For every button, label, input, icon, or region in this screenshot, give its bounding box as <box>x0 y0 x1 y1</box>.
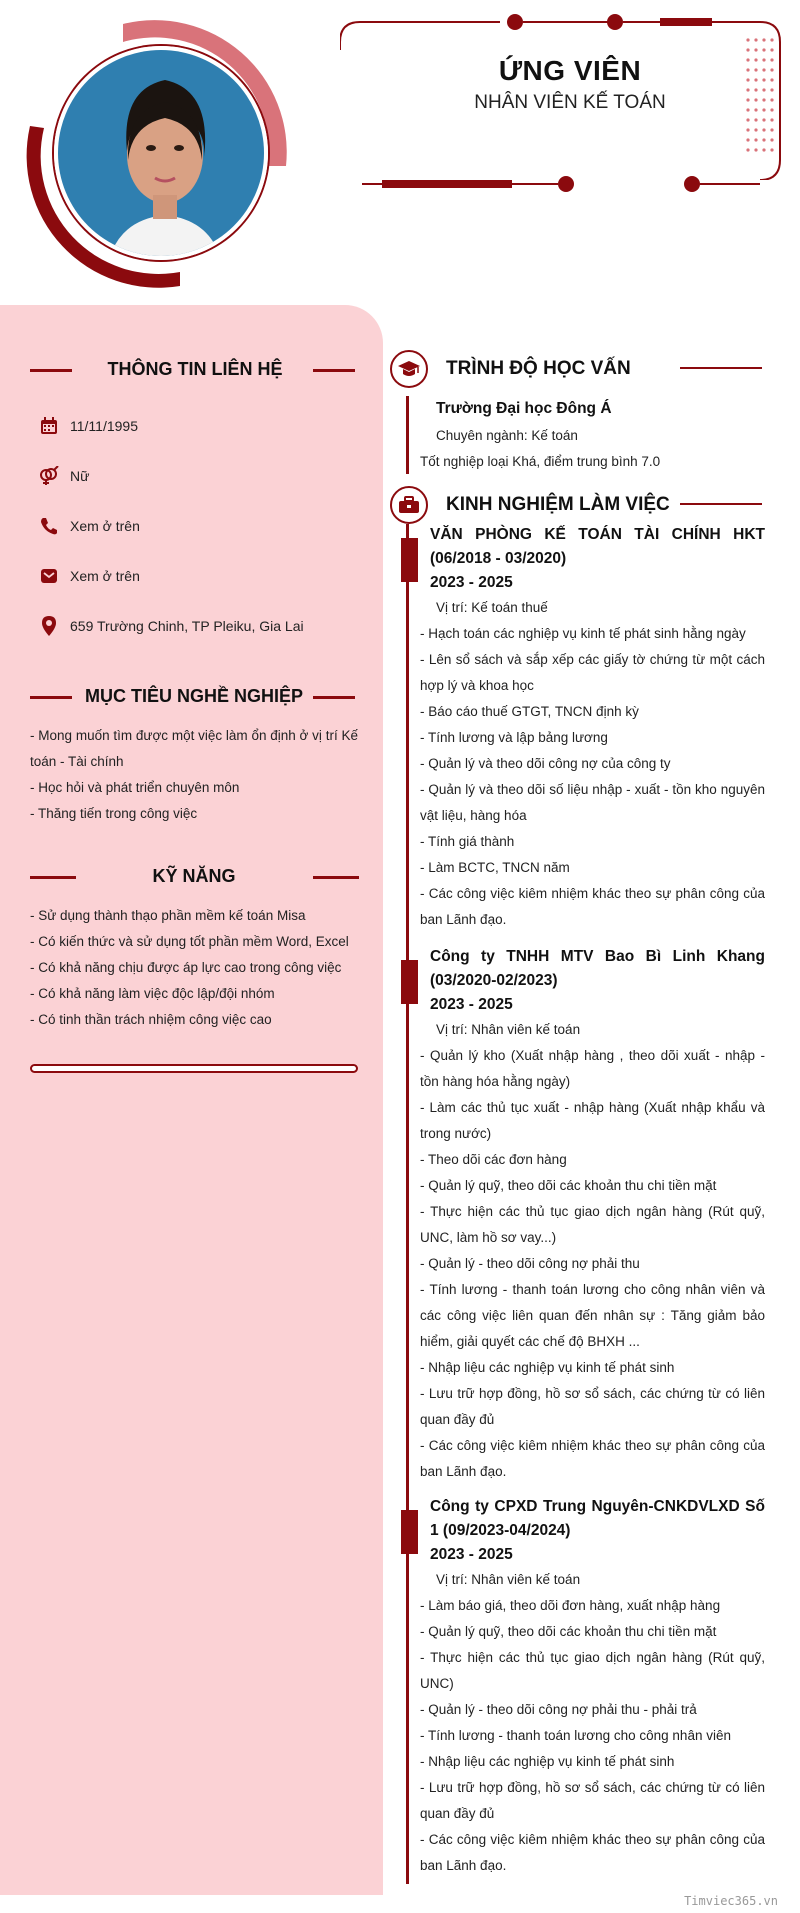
job-marker <box>401 1510 418 1554</box>
section-rule <box>680 503 762 505</box>
job-duty: - Quản lý và theo dõi số liệu nhập - xuất - tồn kho nguyên vật liệu, hàng hóa <box>420 782 765 823</box>
job-duty: - Tính lương - thanh toán lương cho công nhân viên <box>420 1728 731 1743</box>
job-company: Công ty CPXD Trung Nguyên-CNKDVLXD Số 1 (09/2023-04/2024) <box>430 1498 765 1539</box>
candidate-name: ỨNG VIÊN <box>498 55 642 86</box>
job-duty: - Hạch toán các nghiệp vụ kinh tế phát sinh hằng ngày <box>420 626 746 641</box>
job-duty: - Tính giá thành <box>420 834 515 849</box>
avatar <box>54 46 268 260</box>
job-company: VĂN PHÒNG KẾ TOÁN TÀI CHÍNH HKT (06/2018 - 03/2020) <box>430 526 765 567</box>
job-duty: - Quản lý - theo dõi công nợ phải thu - phải trả <box>420 1702 697 1717</box>
job-duty: - Làm BCTC, TNCN năm <box>420 860 570 875</box>
job-duty: - Lưu trữ hợp đồng, hồ sơ sổ sách, các chứng từ có liên quan đầy đủ <box>420 1780 765 1821</box>
education-school: Trường Đại học Đông Á <box>436 400 612 417</box>
job-duty: - Lưu trữ hợp đồng, hồ sơ sổ sách, các chứng từ có liên quan đầy đủ <box>420 1386 765 1427</box>
job-years: 2023 - 2025 <box>430 574 513 591</box>
avatar-frame <box>18 16 298 296</box>
skill-line: - Có khả năng chịu được áp lực cao trong công việc <box>30 960 342 975</box>
job-duty: - Lên sổ sách và sắp xếp các giấy tờ chứng từ một cách hợp lý và khoa học <box>420 652 765 693</box>
job-duty: - Các công việc kiêm nhiệm khác theo sự phân công của ban Lãnh đạo. <box>420 886 765 927</box>
job-entry <box>420 1495 765 1879</box>
objective-line: - Thăng tiến trong công việc <box>30 806 198 821</box>
header-bar-decoration <box>362 172 792 196</box>
education-major: Chuyên ngành: Kế toán <box>436 428 578 443</box>
section-rule <box>313 876 359 879</box>
job-duty: - Làm báo giá, theo dõi đơn hàng, xuất nhập hàng <box>420 1598 721 1613</box>
gender-icon <box>38 465 60 487</box>
job-duty: - Các công việc kiêm nhiệm khác theo sự phân công của ban Lãnh đạo. <box>420 1832 765 1873</box>
portrait-photo <box>58 50 268 260</box>
contact-email <box>38 564 140 588</box>
objective-section-title: MỤC TIÊU NGHỀ NGHIỆP <box>84 686 303 706</box>
email-icon <box>38 565 60 587</box>
phone-value: Xem ở trên <box>70 518 140 534</box>
section-rule <box>30 696 72 699</box>
section-rule <box>680 367 762 369</box>
objective-line: - Học hỏi và phát triển chuyên môn <box>30 780 240 795</box>
education-result: Tốt nghiệp loại Khá, điểm trung bình 7.0 <box>420 454 661 469</box>
section-rule <box>30 876 76 879</box>
job-duties <box>420 1043 765 1485</box>
contact-address <box>38 614 304 638</box>
email-value: Xem ở trên <box>70 568 140 584</box>
section-rule <box>313 696 355 699</box>
section-rule <box>30 369 72 372</box>
job-role: Vị trí: Nhân viên kế toán <box>436 1572 581 1587</box>
experience-timeline <box>406 524 409 1884</box>
skills-text <box>30 903 358 1033</box>
job-entry <box>420 945 765 1485</box>
education-section-icon <box>390 350 428 388</box>
watermark: Timviec365.vn <box>684 1894 778 1908</box>
job-duty: - Quản lý kho (Xuất nhập hàng , theo dõi xuất - nhập - tồn hàng hóa hằng ngày) <box>420 1048 765 1089</box>
job-company: Công ty TNHH MTV Bao Bì Linh Khang (03/2020-02/2023) <box>430 948 765 989</box>
job-marker <box>401 538 418 582</box>
job-entry <box>420 523 765 933</box>
job-duty: - Làm các thủ tục xuất - nhập hàng (Xuất nhập khẩu và trong nước) <box>420 1100 765 1141</box>
phone-icon <box>38 515 60 537</box>
contact-birthday <box>38 414 138 438</box>
skill-line: - Có tinh thần trách nhiệm công việc cao <box>30 1012 272 1027</box>
job-duty: - Các công việc kiêm nhiệm khác theo sự phân công của ban Lãnh đạo. <box>420 1438 765 1479</box>
section-rule <box>313 369 355 372</box>
education-section-title: TRÌNH ĐỘ HỌC VẤN <box>446 358 631 379</box>
graduation-cap-icon <box>398 360 420 378</box>
job-duty: - Thực hiện các thủ tục giao dịch ngân hàng (Rút quỹ, UNC, làm hồ sơ vay...) <box>420 1204 765 1245</box>
objective-line: - Mong muốn tìm được một việc làm ổn định ở vị trí Kế toán - Tài chính <box>30 728 358 769</box>
left-sidebar <box>0 305 383 1895</box>
experience-section-title: KINH NGHIỆM LÀM VIỆC <box>446 494 670 515</box>
briefcase-icon <box>399 496 419 514</box>
job-duty: - Thực hiện các thủ tục giao dịch ngân hàng (Rút quỹ, UNC) <box>420 1650 765 1691</box>
contact-section-title: THÔNG TIN LIÊN HỆ <box>107 359 283 379</box>
contact-phone <box>38 514 140 538</box>
calendar-icon <box>38 415 60 437</box>
job-duty: - Nhập liệu các nghiệp vụ kinh tế phát sinh <box>420 1754 675 1769</box>
job-duty: - Tính lương và lập bảng lương <box>420 730 608 745</box>
skills-section-title: KỸ NĂNG <box>152 866 236 886</box>
job-duty: - Quản lý - theo dõi công nợ phải thu <box>420 1256 640 1271</box>
job-years: 2023 - 2025 <box>430 996 513 1013</box>
job-duty: - Báo cáo thuế GTGT, TNCN định kỳ <box>420 704 639 719</box>
cv-header <box>0 0 800 300</box>
job-role: Vị trí: Nhân viên kế toán <box>436 1022 581 1037</box>
skill-line: - Sử dụng thành thạo phần mềm kế toán Misa <box>30 908 306 923</box>
birthday-value: 11/11/1995 <box>70 418 138 434</box>
skill-line: - Có khả năng làm việc độc lập/đội nhóm <box>30 986 275 1001</box>
experience-section-icon <box>390 486 428 524</box>
job-duty: - Theo dõi các đơn hàng <box>420 1152 567 1167</box>
objective-text <box>30 723 358 827</box>
job-duty: - Quản lý quỹ, theo dõi các khoản thu chi tiền mặt <box>420 1178 717 1193</box>
address-value: 659 Trường Chinh, TP Pleiku, Gia Lai <box>70 618 304 634</box>
job-duty: - Quản lý quỹ, theo dõi các khoản thu chi tiền mặt <box>420 1624 717 1639</box>
job-duty: - Nhập liệu các nghiệp vụ kinh tế phát sinh <box>420 1360 675 1375</box>
candidate-position: NHÂN VIÊN KẾ TOÁN <box>474 92 666 113</box>
job-years: 2023 - 2025 <box>430 1546 513 1563</box>
contact-gender <box>38 464 89 488</box>
job-duty: - Quản lý và theo dõi công nợ của công ty <box>420 756 671 771</box>
education-timeline <box>406 396 409 474</box>
location-icon <box>38 615 60 637</box>
gender-value: Nữ <box>70 468 90 484</box>
job-duty: - Tính lương - thanh toán lương cho công nhân viên và các công việc liên quan đến nhân sự : Tăng giảm bảo hiểm, giải quyết các chế độ BHXH ... <box>420 1282 765 1349</box>
skill-line: - Có kiến thức và sử dụng tốt phần mềm Word, Excel <box>30 934 349 949</box>
job-duties <box>420 621 765 933</box>
job-marker <box>401 960 418 1004</box>
job-role: Vị trí: Kế toán thuế <box>436 600 548 615</box>
job-duties <box>420 1593 765 1879</box>
skills-underline-bar <box>30 1064 358 1073</box>
